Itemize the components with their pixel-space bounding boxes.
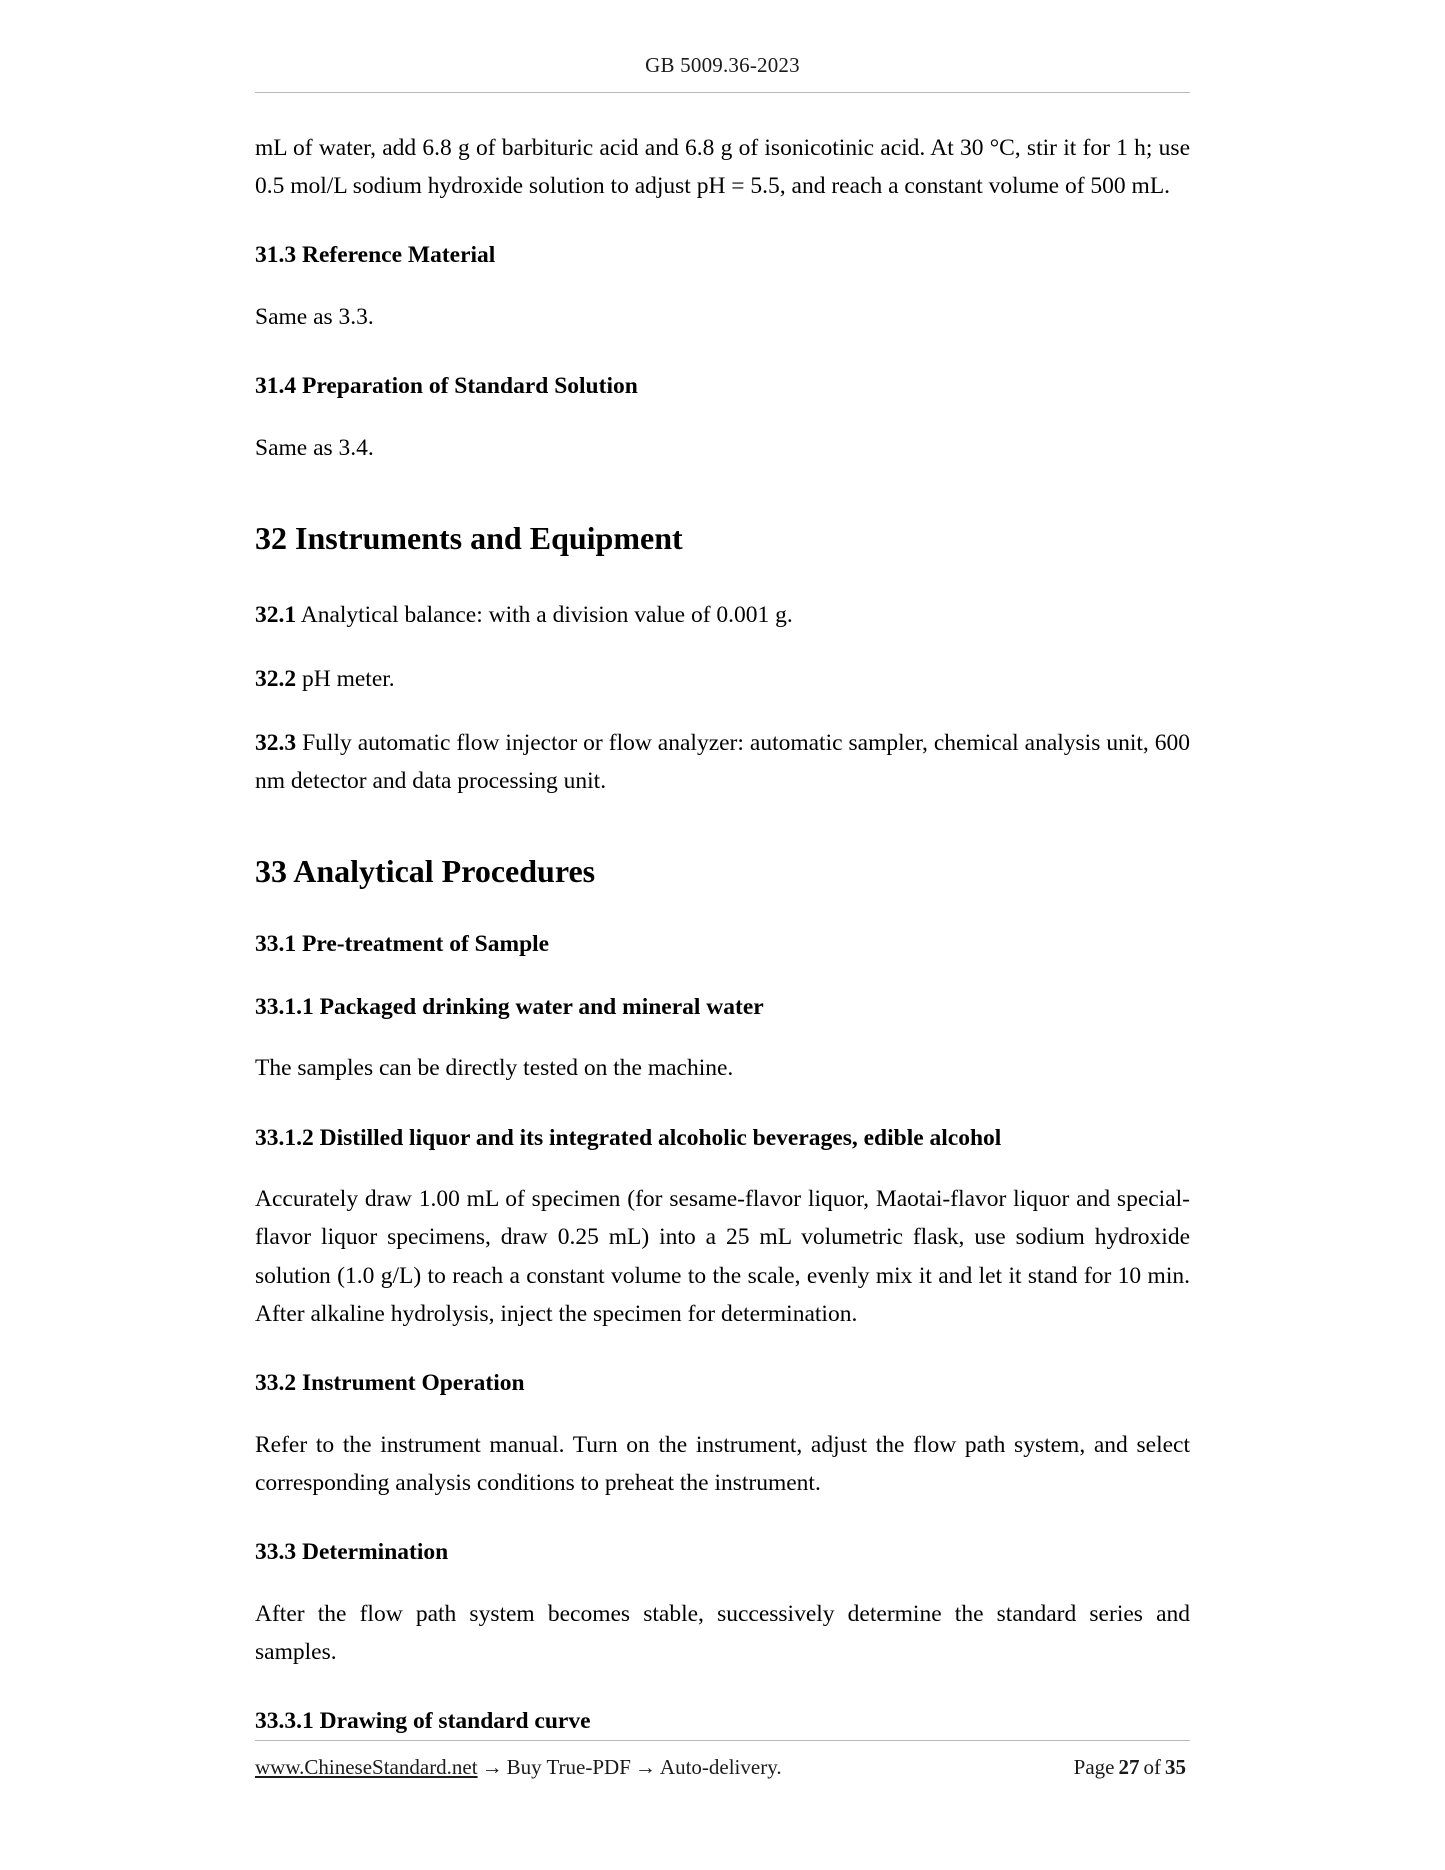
intro-paragraph: mL of water, add 6.8 g of barbituric acid and 6.8 g of isonicotinic acid. At 30 °C, stir it for 1 h; use 0.5 mol/L sodium hydroxide solution to adjust pH = 5.5, and reach a constant volume of 500 mL. <box>255 135 1190 200</box>
page-label: Page <box>1073 1755 1115 1779</box>
paragraph-32-3 <box>255 724 1190 800</box>
clause-number-32-3: 32.3 <box>255 730 297 757</box>
arrow-right-icon: → <box>481 1755 503 1779</box>
footer-left-group <box>255 1755 782 1780</box>
paragraph-33-3: After the flow path system becomes stable, successively determine the standard series and samples. <box>255 1600 1190 1665</box>
heading-33-1-2: 33.1.2 Distilled liquor and its integrated alcoholic beverages, edible alcohol <box>255 1124 1002 1151</box>
heading-31-3: 31.3 Reference Material <box>255 242 496 269</box>
heading-32-instruments-and-equipment: 32 Instruments and Equipment <box>255 520 683 557</box>
clause-text-32-3: Fully automatic flow injector or flow analyzer: automatic sampler, chemical analysis unit, 600 nm detector and data processing unit. <box>255 730 1190 795</box>
heading-33-1-1: 33.1.1 Packaged drinking water and mineral water <box>255 993 764 1020</box>
heading-33-2: 33.2 Instrument Operation <box>255 1369 525 1396</box>
heading-33-3-1: 33.3.1 Drawing of standard curve <box>255 1707 591 1734</box>
standard-code: GB 5009.36-2023 <box>645 53 800 77</box>
page-header <box>255 0 1190 93</box>
buy-text: Buy True-PDF <box>506 1755 631 1779</box>
paragraph-same-as-3-3: Same as 3.3. <box>255 304 374 331</box>
arrow-right-icon-2: → <box>634 1755 656 1779</box>
footer-divider <box>255 1740 1190 1741</box>
site-url-link[interactable]: www.ChineseStandard.net <box>255 1755 478 1779</box>
heading-33-1: 33.1 Pre-treatment of Sample <box>255 930 550 957</box>
footer-page-indicator <box>1074 1755 1190 1780</box>
paragraph-32-1 <box>255 596 1190 634</box>
footer-row <box>255 1755 1190 1780</box>
clause-number-32-2: 32.2 <box>255 666 297 693</box>
clause-number-32-1: 32.1 <box>255 602 297 629</box>
clause-text-32-2: pH meter. <box>302 666 395 693</box>
heading-33-analytical-procedures: 33 Analytical Procedures <box>255 853 596 890</box>
paragraph-same-as-3-4: Same as 3.4. <box>255 434 374 461</box>
heading-31-4: 31.4 Preparation of Standard Solution <box>255 373 638 400</box>
delivery-text: Auto-delivery. <box>659 1755 782 1779</box>
page-number: 27 <box>1118 1755 1140 1779</box>
heading-33-3: 33.3 Determination <box>255 1538 449 1565</box>
paragraph-32-2 <box>255 660 1190 698</box>
page-content-column <box>255 0 1190 1738</box>
clause-text-32-1: Analytical balance: with a division value of 0.001 g. <box>300 602 793 629</box>
of-label: of <box>1143 1755 1161 1779</box>
paragraph-33-1-1: The samples can be directly tested on the machine. <box>255 1055 734 1082</box>
header-divider <box>255 92 1190 93</box>
page-total: 35 <box>1165 1755 1186 1779</box>
paragraph-33-2: Refer to the instrument manual. Turn on the instrument, adjust the flow path system, and select corresponding analysis conditions to preheat the instrument. <box>255 1431 1190 1496</box>
paragraph-33-1-2: Accurately draw 1.00 mL of specimen (for sesame-flavor liquor, Maotai-flavor liquor and special-flavor liquor specimens, draw 0.25 mL) into a 25 mL volumetric flask, use sodium hydroxide solution (1.0 g/L) to reach a constant volume to the scale, evenly mix it and let it stand for 10 min. After alkaline hydrolysis, inject the specimen for determination. <box>255 1186 1190 1327</box>
page-footer <box>255 1740 1190 1780</box>
